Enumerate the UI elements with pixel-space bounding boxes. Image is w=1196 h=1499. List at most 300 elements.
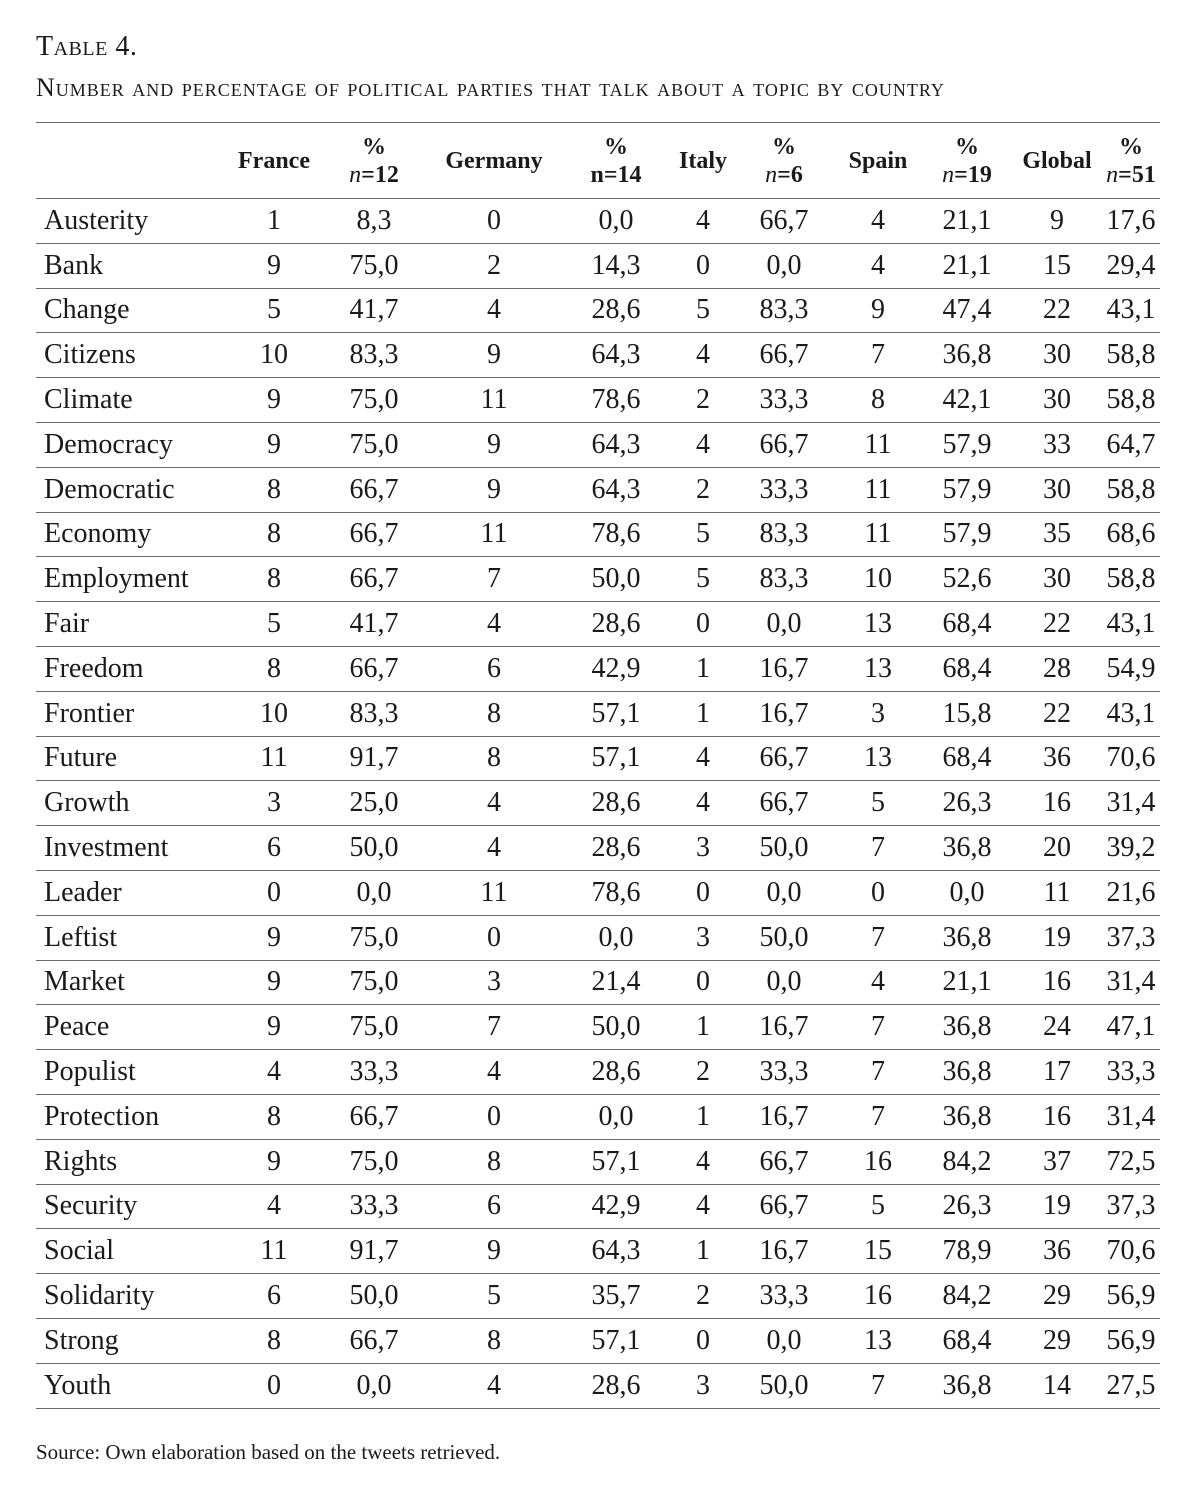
cell-germany-count: 8: [428, 691, 560, 736]
cell-global-count: 30: [1012, 467, 1102, 512]
cell-global-pct: 56,9: [1102, 1318, 1160, 1363]
table-row: [36, 333, 1160, 378]
cell-germany-pct: 28,6: [560, 288, 672, 333]
cell-germany-pct: 78,6: [560, 870, 672, 915]
cell-spain-count: 0: [834, 870, 922, 915]
cell-france-pct: 75,0: [320, 1139, 428, 1184]
header-spain-n-var: n: [942, 161, 955, 188]
cell-topic: Security: [36, 1184, 228, 1229]
cell-global-pct: 58,8: [1102, 467, 1160, 512]
cell-spain-pct: 36,8: [922, 1005, 1012, 1050]
cell-global-pct: 56,9: [1102, 1274, 1160, 1319]
cell-global-count: 11: [1012, 870, 1102, 915]
cell-global-count: 22: [1012, 288, 1102, 333]
table-row: [36, 1094, 1160, 1139]
cell-germany-pct: 57,1: [560, 1139, 672, 1184]
header-italy-pct: [734, 123, 834, 199]
cell-france-pct: 91,7: [320, 1229, 428, 1274]
cell-italy-count: 4: [672, 736, 734, 781]
cell-germany-count: 8: [428, 1318, 560, 1363]
cell-global-pct: 31,4: [1102, 781, 1160, 826]
cell-global-count: 16: [1012, 1094, 1102, 1139]
cell-germany-count: 8: [428, 1139, 560, 1184]
table-row: [36, 199, 1160, 244]
cell-italy-count: 2: [672, 378, 734, 423]
table-title: Number and percentage of political parties that talk about a topic by country: [36, 73, 945, 102]
cell-italy-count: 4: [672, 781, 734, 826]
table-row: [36, 1363, 1160, 1408]
cell-italy-count: 3: [672, 915, 734, 960]
cell-france-pct: 41,7: [320, 602, 428, 647]
cell-spain-count: 7: [834, 1005, 922, 1050]
cell-spain-pct: 57,9: [922, 512, 1012, 557]
cell-france-count: 10: [228, 691, 320, 736]
cell-topic: Austerity: [36, 199, 228, 244]
cell-global-pct: 58,8: [1102, 378, 1160, 423]
cell-italy-pct: 33,3: [734, 378, 834, 423]
cell-france-count: 9: [228, 960, 320, 1005]
cell-spain-count: 16: [834, 1274, 922, 1319]
header-spain: Spain: [834, 123, 922, 199]
cell-spain-count: 13: [834, 646, 922, 691]
cell-topic: Bank: [36, 243, 228, 288]
cell-france-pct: 25,0: [320, 781, 428, 826]
cell-italy-count: 0: [672, 602, 734, 647]
cell-spain-count: 4: [834, 960, 922, 1005]
cell-france-count: 0: [228, 870, 320, 915]
cell-topic: Solidarity: [36, 1274, 228, 1319]
header-france-n-val: =12: [361, 161, 399, 188]
cell-spain-pct: 68,4: [922, 602, 1012, 647]
header-france-pct-symbol: %: [362, 133, 386, 160]
cell-italy-pct: 0,0: [734, 602, 834, 647]
cell-france-count: 8: [228, 1094, 320, 1139]
cell-germany-pct: 0,0: [560, 199, 672, 244]
cell-spain-pct: 0,0: [922, 870, 1012, 915]
header-italy-n-val: =6: [777, 161, 803, 188]
cell-france-pct: 66,7: [320, 1318, 428, 1363]
cell-spain-count: 7: [834, 826, 922, 871]
table-row: [36, 1318, 1160, 1363]
cell-spain-pct: 78,9: [922, 1229, 1012, 1274]
cell-topic: Future: [36, 736, 228, 781]
cell-france-pct: 66,7: [320, 646, 428, 691]
cell-france-pct: 75,0: [320, 422, 428, 467]
cell-topic: Change: [36, 288, 228, 333]
cell-germany-pct: 64,3: [560, 1229, 672, 1274]
cell-germany-count: 0: [428, 1094, 560, 1139]
cell-france-count: 9: [228, 915, 320, 960]
cell-germany-count: 4: [428, 288, 560, 333]
data-table: [36, 122, 1160, 1409]
table-row: [36, 422, 1160, 467]
cell-topic: Rights: [36, 1139, 228, 1184]
cell-global-pct: 37,3: [1102, 915, 1160, 960]
cell-spain-count: 10: [834, 557, 922, 602]
cell-global-pct: 47,1: [1102, 1005, 1160, 1050]
cell-spain-pct: 26,3: [922, 781, 1012, 826]
header-germany-n: n=14: [590, 161, 642, 188]
cell-spain-count: 16: [834, 1139, 922, 1184]
cell-topic: Growth: [36, 781, 228, 826]
cell-germany-pct: 57,1: [560, 736, 672, 781]
cell-global-count: 24: [1012, 1005, 1102, 1050]
cell-france-count: 4: [228, 1184, 320, 1229]
cell-germany-pct: 0,0: [560, 915, 672, 960]
header-germany-pct-symbol: %: [604, 133, 628, 160]
cell-topic: Economy: [36, 512, 228, 557]
cell-germany-pct: 64,3: [560, 422, 672, 467]
cell-global-count: 14: [1012, 1363, 1102, 1408]
cell-spain-pct: 52,6: [922, 557, 1012, 602]
header-global-n-var: n: [1106, 161, 1119, 188]
cell-italy-count: 4: [672, 333, 734, 378]
cell-spain-count: 7: [834, 1094, 922, 1139]
cell-italy-pct: 33,3: [734, 1050, 834, 1095]
cell-global-pct: 31,4: [1102, 1094, 1160, 1139]
cell-italy-pct: 66,7: [734, 422, 834, 467]
cell-france-pct: 66,7: [320, 512, 428, 557]
cell-spain-pct: 36,8: [922, 333, 1012, 378]
cell-spain-count: 15: [834, 1229, 922, 1274]
cell-italy-pct: 83,3: [734, 288, 834, 333]
cell-germany-count: 0: [428, 199, 560, 244]
header-global-n-val: =51: [1118, 161, 1156, 188]
cell-spain-count: 4: [834, 199, 922, 244]
table-row: [36, 691, 1160, 736]
table-label: Table 4.: [36, 31, 138, 62]
cell-spain-count: 13: [834, 1318, 922, 1363]
cell-spain-count: 13: [834, 602, 922, 647]
cell-france-count: 8: [228, 1318, 320, 1363]
cell-italy-pct: 16,7: [734, 1005, 834, 1050]
cell-germany-pct: 21,4: [560, 960, 672, 1005]
cell-france-count: 8: [228, 467, 320, 512]
cell-global-count: 37: [1012, 1139, 1102, 1184]
header-topic: [36, 123, 228, 199]
table-row: [36, 243, 1160, 288]
cell-global-count: 36: [1012, 736, 1102, 781]
table-row: [36, 557, 1160, 602]
cell-germany-pct: 50,0: [560, 557, 672, 602]
cell-germany-count: 4: [428, 602, 560, 647]
cell-italy-pct: 83,3: [734, 512, 834, 557]
table-row: [36, 288, 1160, 333]
cell-france-pct: 75,0: [320, 960, 428, 1005]
cell-germany-count: 0: [428, 915, 560, 960]
cell-france-count: 8: [228, 557, 320, 602]
cell-global-count: 22: [1012, 602, 1102, 647]
cell-topic: Market: [36, 960, 228, 1005]
cell-italy-pct: 16,7: [734, 1229, 834, 1274]
cell-topic: Leader: [36, 870, 228, 915]
cell-germany-count: 8: [428, 736, 560, 781]
cell-italy-pct: 16,7: [734, 691, 834, 736]
cell-spain-pct: 15,8: [922, 691, 1012, 736]
cell-germany-count: 4: [428, 826, 560, 871]
cell-global-count: 16: [1012, 960, 1102, 1005]
cell-germany-pct: 28,6: [560, 1363, 672, 1408]
cell-global-pct: 39,2: [1102, 826, 1160, 871]
cell-italy-count: 4: [672, 1184, 734, 1229]
cell-france-count: 5: [228, 288, 320, 333]
cell-spain-count: 7: [834, 1050, 922, 1095]
cell-topic: Youth: [36, 1363, 228, 1408]
cell-global-pct: 43,1: [1102, 691, 1160, 736]
cell-topic: Freedom: [36, 646, 228, 691]
cell-france-pct: 50,0: [320, 1274, 428, 1319]
cell-italy-count: 0: [672, 960, 734, 1005]
cell-spain-pct: 57,9: [922, 422, 1012, 467]
cell-spain-pct: 36,8: [922, 1050, 1012, 1095]
cell-italy-count: 0: [672, 1318, 734, 1363]
cell-germany-pct: 28,6: [560, 826, 672, 871]
cell-global-count: 16: [1012, 781, 1102, 826]
cell-italy-pct: 66,7: [734, 1184, 834, 1229]
header-france-pct: [320, 123, 428, 199]
table-row: [36, 1274, 1160, 1319]
header-italy-n-var: n: [765, 161, 778, 188]
cell-germany-count: 2: [428, 243, 560, 288]
cell-france-count: 11: [228, 1229, 320, 1274]
cell-global-count: 19: [1012, 1184, 1102, 1229]
header-italy: Italy: [672, 123, 734, 199]
cell-italy-pct: 16,7: [734, 646, 834, 691]
cell-germany-pct: 50,0: [560, 1005, 672, 1050]
header-spain-pct-symbol: %: [955, 133, 979, 160]
header-italy-pct-symbol: %: [772, 133, 796, 160]
cell-global-pct: 29,4: [1102, 243, 1160, 288]
cell-topic: Protection: [36, 1094, 228, 1139]
cell-global-count: 19: [1012, 915, 1102, 960]
cell-italy-count: 1: [672, 1005, 734, 1050]
cell-italy-count: 2: [672, 467, 734, 512]
header-global-pct: [1102, 123, 1160, 199]
cell-spain-count: 7: [834, 915, 922, 960]
cell-germany-count: 4: [428, 1363, 560, 1408]
cell-topic: Investment: [36, 826, 228, 871]
cell-global-count: 30: [1012, 333, 1102, 378]
cell-italy-pct: 66,7: [734, 199, 834, 244]
cell-italy-pct: 66,7: [734, 1139, 834, 1184]
cell-france-pct: 91,7: [320, 736, 428, 781]
cell-spain-pct: 68,4: [922, 736, 1012, 781]
cell-italy-count: 4: [672, 422, 734, 467]
cell-france-pct: 8,3: [320, 199, 428, 244]
cell-germany-pct: 28,6: [560, 781, 672, 826]
cell-spain-pct: 57,9: [922, 467, 1012, 512]
cell-global-pct: 27,5: [1102, 1363, 1160, 1408]
cell-france-count: 9: [228, 243, 320, 288]
cell-france-pct: 75,0: [320, 915, 428, 960]
cell-france-count: 6: [228, 826, 320, 871]
table-row: [36, 960, 1160, 1005]
cell-global-count: 30: [1012, 378, 1102, 423]
cell-germany-pct: 35,7: [560, 1274, 672, 1319]
cell-topic: Social: [36, 1229, 228, 1274]
cell-france-count: 11: [228, 736, 320, 781]
cell-topic: Citizens: [36, 333, 228, 378]
cell-spain-pct: 36,8: [922, 826, 1012, 871]
cell-germany-count: 5: [428, 1274, 560, 1319]
header-france: France: [228, 123, 320, 199]
header-france-n-var: n: [349, 161, 362, 188]
cell-global-pct: 43,1: [1102, 288, 1160, 333]
cell-italy-pct: 50,0: [734, 1363, 834, 1408]
cell-italy-count: 3: [672, 1363, 734, 1408]
cell-global-pct: 37,3: [1102, 1184, 1160, 1229]
cell-italy-count: 3: [672, 826, 734, 871]
cell-global-count: 9: [1012, 199, 1102, 244]
cell-germany-count: 11: [428, 378, 560, 423]
cell-global-pct: 70,6: [1102, 1229, 1160, 1274]
cell-france-count: 5: [228, 602, 320, 647]
cell-global-count: 20: [1012, 826, 1102, 871]
cell-italy-pct: 83,3: [734, 557, 834, 602]
cell-italy-pct: 66,7: [734, 736, 834, 781]
cell-global-pct: 68,6: [1102, 512, 1160, 557]
cell-global-count: 15: [1012, 243, 1102, 288]
cell-italy-count: 0: [672, 243, 734, 288]
cell-spain-count: 8: [834, 378, 922, 423]
cell-global-count: 28: [1012, 646, 1102, 691]
cell-germany-pct: 57,1: [560, 1318, 672, 1363]
cell-italy-count: 2: [672, 1274, 734, 1319]
table-row: [36, 1184, 1160, 1229]
cell-italy-pct: 0,0: [734, 960, 834, 1005]
cell-spain-pct: 26,3: [922, 1184, 1012, 1229]
cell-france-pct: 50,0: [320, 826, 428, 871]
table-row: [36, 467, 1160, 512]
cell-global-pct: 54,9: [1102, 646, 1160, 691]
cell-spain-pct: 36,8: [922, 1363, 1012, 1408]
header-germany: Germany: [428, 123, 560, 199]
cell-global-count: 22: [1012, 691, 1102, 736]
table-row: [36, 826, 1160, 871]
cell-spain-pct: 68,4: [922, 646, 1012, 691]
cell-global-count: 29: [1012, 1318, 1102, 1363]
table-caption: [36, 30, 945, 108]
cell-germany-pct: 78,6: [560, 378, 672, 423]
cell-spain-count: 7: [834, 333, 922, 378]
cell-italy-count: 2: [672, 1050, 734, 1095]
cell-france-pct: 83,3: [320, 333, 428, 378]
cell-italy-count: 0: [672, 870, 734, 915]
cell-germany-pct: 64,3: [560, 333, 672, 378]
cell-italy-pct: 16,7: [734, 1094, 834, 1139]
header-spain-pct: [922, 123, 1012, 199]
table-row: [36, 736, 1160, 781]
table-body: [36, 199, 1160, 1409]
cell-topic: Populist: [36, 1050, 228, 1095]
cell-italy-count: 5: [672, 557, 734, 602]
cell-france-count: 4: [228, 1050, 320, 1095]
cell-france-pct: 75,0: [320, 378, 428, 423]
cell-spain-count: 9: [834, 288, 922, 333]
cell-germany-count: 4: [428, 781, 560, 826]
cell-spain-count: 11: [834, 467, 922, 512]
cell-spain-pct: 21,1: [922, 199, 1012, 244]
cell-global-pct: 33,3: [1102, 1050, 1160, 1095]
cell-global-pct: 43,1: [1102, 602, 1160, 647]
cell-global-count: 33: [1012, 422, 1102, 467]
header-global-pct-symbol: %: [1119, 133, 1143, 160]
cell-france-pct: 41,7: [320, 288, 428, 333]
cell-germany-pct: 28,6: [560, 602, 672, 647]
cell-france-pct: 66,7: [320, 1094, 428, 1139]
cell-germany-count: 9: [428, 422, 560, 467]
cell-spain-pct: 36,8: [922, 1094, 1012, 1139]
cell-france-count: 10: [228, 333, 320, 378]
cell-france-pct: 0,0: [320, 870, 428, 915]
cell-germany-count: 3: [428, 960, 560, 1005]
cell-spain-pct: 84,2: [922, 1139, 1012, 1184]
cell-spain-count: 5: [834, 781, 922, 826]
table-row: [36, 1005, 1160, 1050]
cell-spain-count: 11: [834, 422, 922, 467]
header-germany-pct: [560, 123, 672, 199]
cell-global-pct: 31,4: [1102, 960, 1160, 1005]
cell-germany-count: 7: [428, 557, 560, 602]
cell-france-count: 9: [228, 378, 320, 423]
header-spain-n-val: =19: [954, 161, 992, 188]
cell-topic: Leftist: [36, 915, 228, 960]
cell-spain-count: 7: [834, 1363, 922, 1408]
cell-italy-pct: 50,0: [734, 915, 834, 960]
cell-global-pct: 58,8: [1102, 557, 1160, 602]
cell-france-count: 9: [228, 422, 320, 467]
table-row: [36, 870, 1160, 915]
cell-global-count: 36: [1012, 1229, 1102, 1274]
cell-italy-pct: 0,0: [734, 1318, 834, 1363]
cell-global-count: 29: [1012, 1274, 1102, 1319]
cell-topic: Employment: [36, 557, 228, 602]
cell-france-pct: 33,3: [320, 1184, 428, 1229]
cell-global-pct: 64,7: [1102, 422, 1160, 467]
cell-topic: Fair: [36, 602, 228, 647]
cell-germany-pct: 57,1: [560, 691, 672, 736]
cell-global-pct: 72,5: [1102, 1139, 1160, 1184]
cell-global-pct: 17,6: [1102, 199, 1160, 244]
cell-italy-count: 1: [672, 691, 734, 736]
cell-italy-count: 1: [672, 1229, 734, 1274]
cell-spain-pct: 68,4: [922, 1318, 1012, 1363]
cell-spain-count: 3: [834, 691, 922, 736]
cell-spain-count: 4: [834, 243, 922, 288]
cell-france-count: 9: [228, 1139, 320, 1184]
cell-topic: Peace: [36, 1005, 228, 1050]
cell-france-count: 0: [228, 1363, 320, 1408]
cell-germany-count: 11: [428, 512, 560, 557]
cell-france-count: 8: [228, 646, 320, 691]
cell-germany-count: 11: [428, 870, 560, 915]
table-row: [36, 512, 1160, 557]
cell-france-pct: 33,3: [320, 1050, 428, 1095]
cell-germany-count: 7: [428, 1005, 560, 1050]
cell-germany-pct: 28,6: [560, 1050, 672, 1095]
cell-italy-pct: 66,7: [734, 781, 834, 826]
cell-spain-count: 11: [834, 512, 922, 557]
header-global: Global: [1012, 123, 1102, 199]
cell-italy-count: 5: [672, 512, 734, 557]
cell-france-count: 6: [228, 1274, 320, 1319]
table-row: [36, 1139, 1160, 1184]
cell-spain-pct: 84,2: [922, 1274, 1012, 1319]
cell-spain-count: 13: [834, 736, 922, 781]
table-row: [36, 915, 1160, 960]
cell-france-pct: 75,0: [320, 243, 428, 288]
cell-topic: Strong: [36, 1318, 228, 1363]
